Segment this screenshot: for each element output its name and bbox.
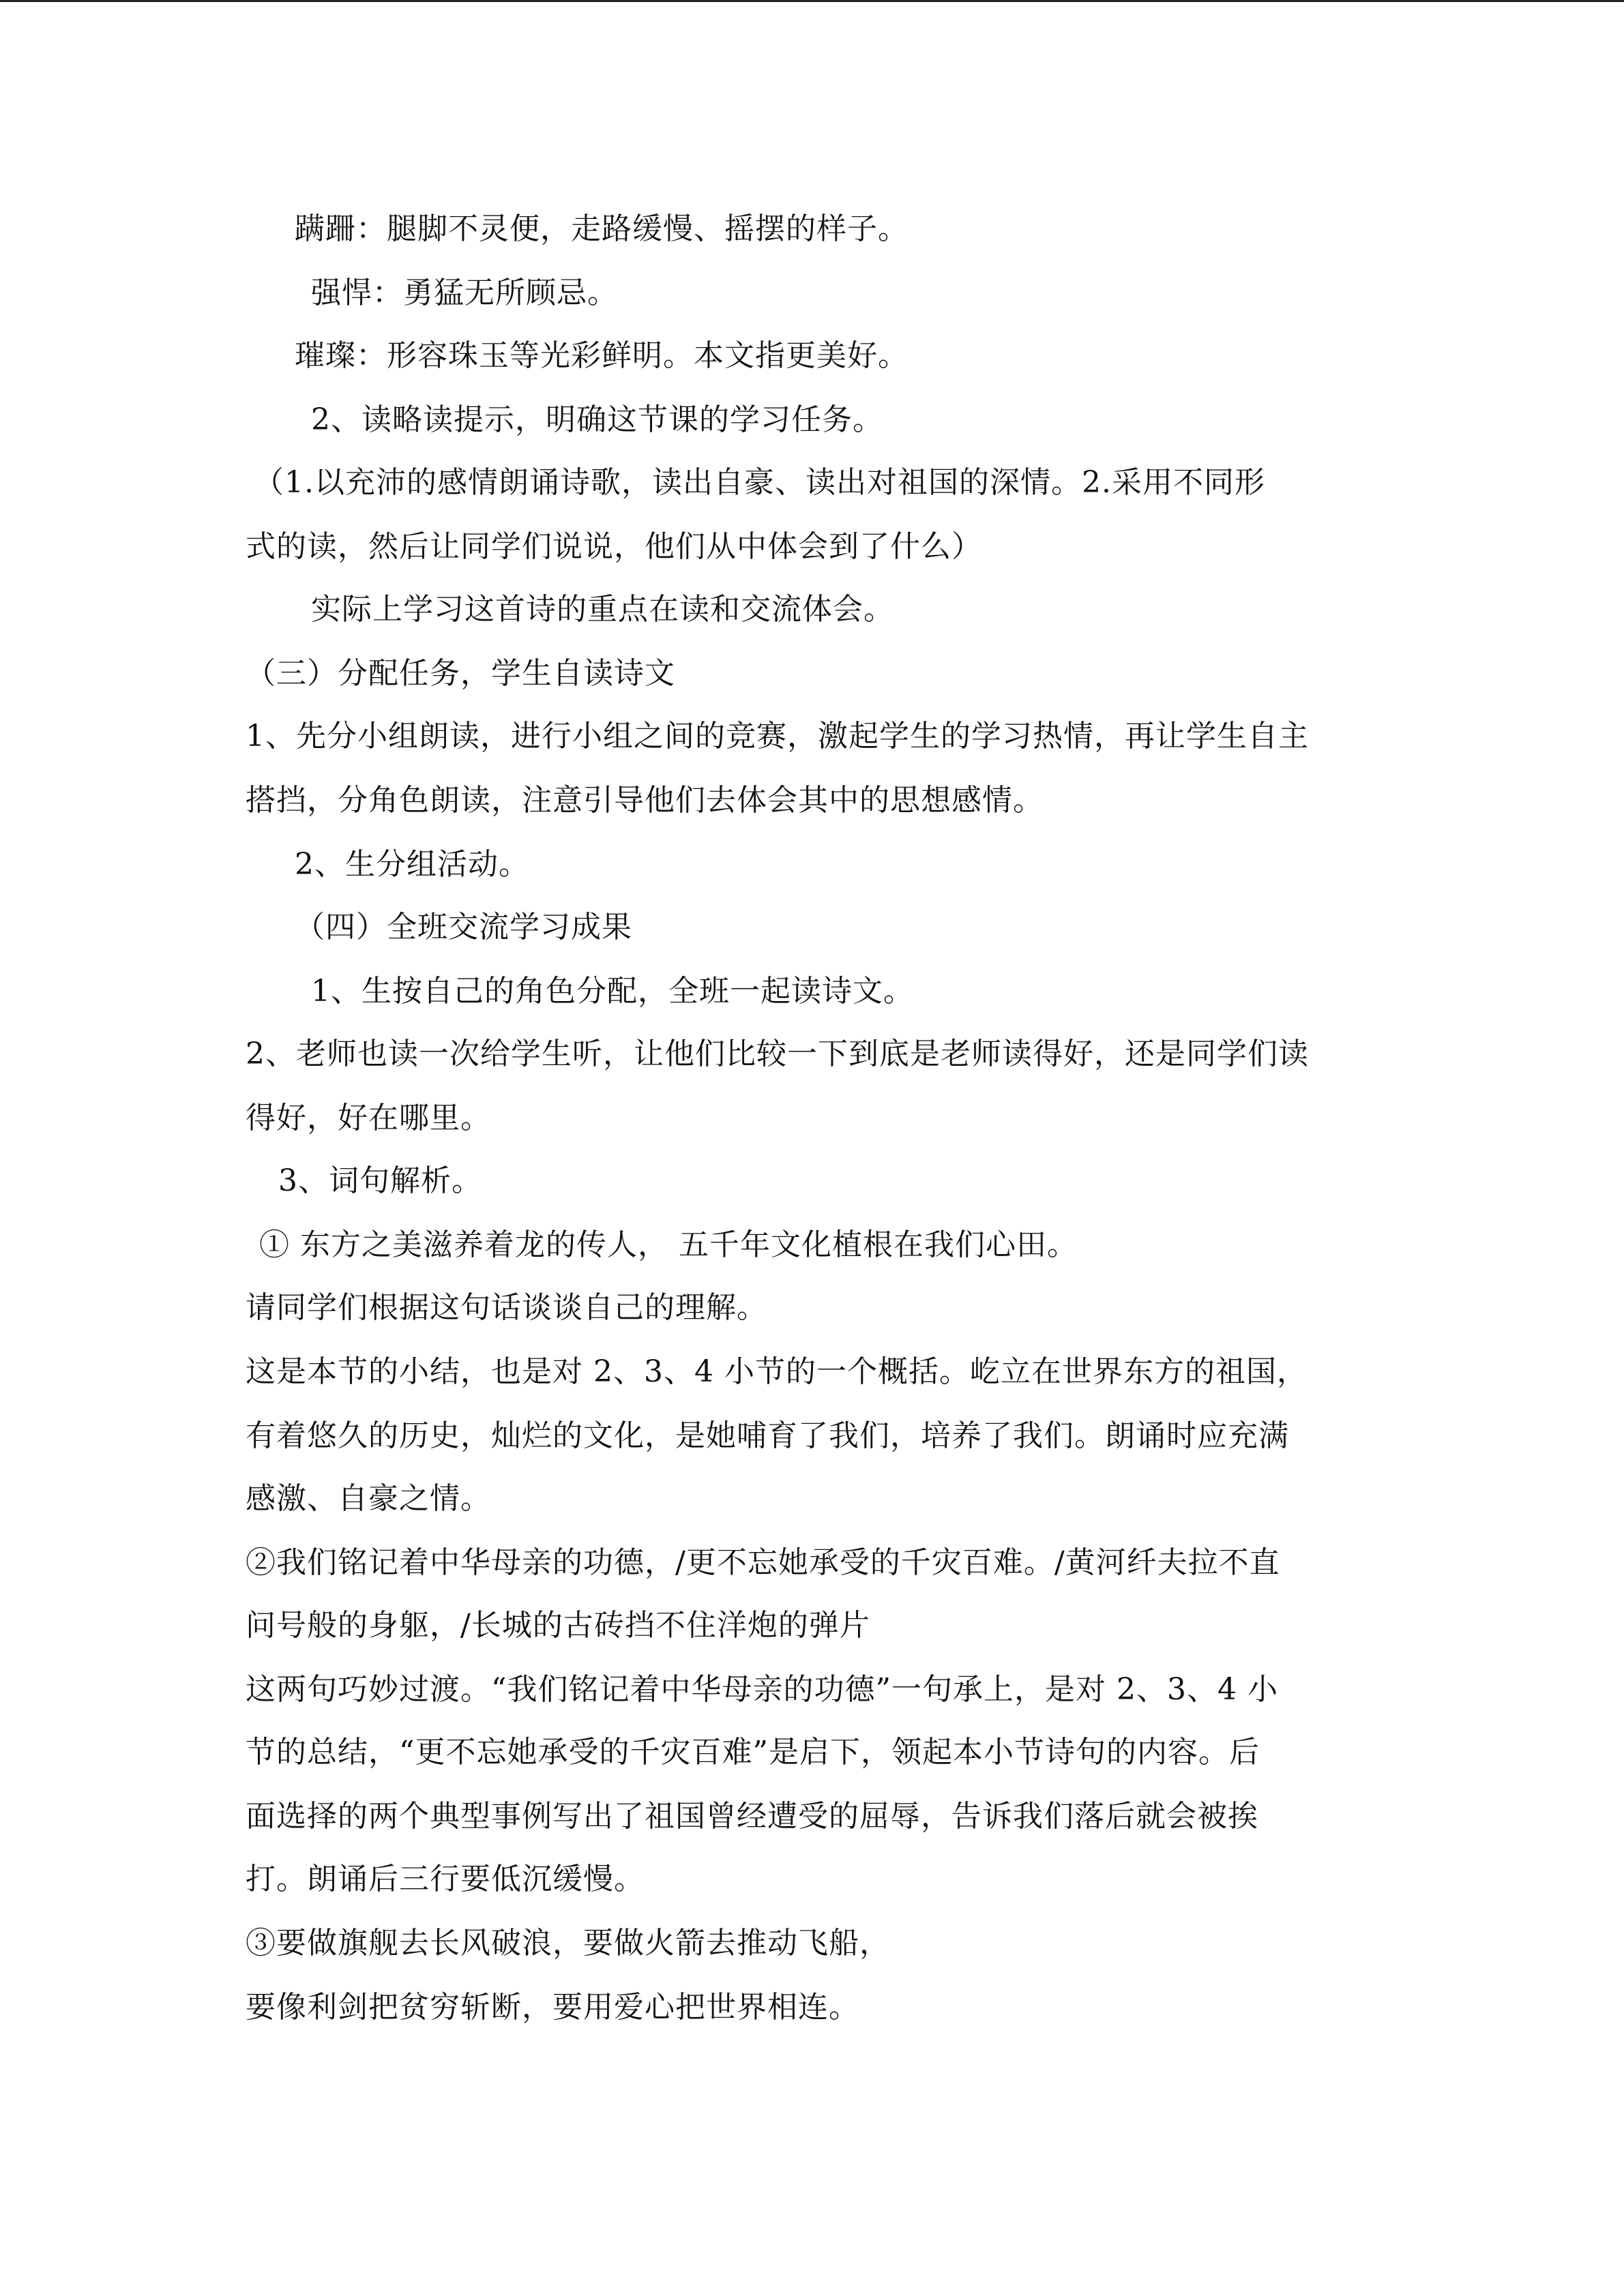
- text-line: ① 东方之美滋养着龙的传人， 五千年文化植根在我们心田。: [259, 1227, 1078, 1262]
- text-line: 要像利剑把贫穷斩断，要用爱心把世界相连。: [246, 1990, 859, 2025]
- text-line: 请同学们根据这句话谈谈自己的理解。: [246, 1290, 767, 1325]
- text-line: 有着悠久的历史，灿烂的文化，是她哺育了我们，培养了我们。朗诵时应充满: [246, 1418, 1289, 1453]
- text-line: 1、先分小组朗读，进行小组之间的竞赛，激起学生的学习热情，再让学生自主: [246, 719, 1309, 754]
- text-line: 2、生分组活动。: [295, 847, 529, 882]
- text-line: 式的读，然后让同学们说说，他们从中体会到了什么）: [246, 529, 982, 564]
- text-line: 搭挡，分角色朗读，注意引导他们去体会其中的思想感情。: [246, 783, 1044, 818]
- text-line: 1、生按自己的角色分配，全班一起读诗文。: [311, 974, 914, 1009]
- text-line: ③要做旗舰去长风破浪，要做火箭去推动飞船，: [246, 1926, 890, 1960]
- text-line: 璀璨：形容珠玉等光彩鲜明。本文指更美好。: [295, 338, 909, 373]
- text-line: （四）全班交流学习成果: [295, 910, 632, 944]
- text-line: 强悍：勇猛无所顾忌。: [311, 275, 618, 310]
- text-line: （1.以充沛的感情朗诵诗歌，读出自豪、读出对祖国的深情。2.采用不同形: [254, 465, 1265, 500]
- text-line: 2、老师也读一次给学生听，让他们比较一下到底是老师读得好，还是同学们读: [246, 1037, 1309, 1071]
- text-line: 实际上学习这首诗的重点在读和交流体会。: [311, 592, 894, 627]
- text-line: 这是本节的小结，也是对 2、3、4 小节的一个概括。屹立在世界东方的祖国，: [246, 1354, 1308, 1389]
- text-line: ②我们铭记着中华母亲的功德，/更不忘她承受的千灾百难。/黄河纤夫拉不直: [246, 1545, 1280, 1580]
- text-line: （三）分配任务，学生自读诗文: [246, 656, 675, 691]
- text-line: 感激、自豪之情。: [246, 1481, 491, 1516]
- text-line: 得好，好在哪里。: [246, 1101, 491, 1135]
- text-line: 2、读略读提示，明确这节课的学习任务。: [311, 402, 883, 437]
- text-line: 节的总结，“更不忘她承受的千灾百难”是启下，领起本小节诗句的内容。后: [246, 1735, 1260, 1770]
- text-line: 问号般的身躯，/长城的古砖挡不住洋炮的弹片: [246, 1608, 870, 1643]
- text-line: 3、词句解析。: [278, 1163, 482, 1198]
- text-line: 面选择的两个典型事例写出了祖国曾经遭受的屈辱，告诉我们落后就会被挨: [246, 1799, 1258, 1834]
- text-line: 打。朗诵后三行要低沉缓慢。: [246, 1862, 645, 1896]
- text-line: 这两句巧妙过渡。“我们铭记着中华母亲的功德”一句承上，是对 2、3、4 小: [246, 1672, 1278, 1707]
- text-line: 蹒跚：腿脚不灵便，走路缓慢、摇摆的样子。: [295, 211, 909, 246]
